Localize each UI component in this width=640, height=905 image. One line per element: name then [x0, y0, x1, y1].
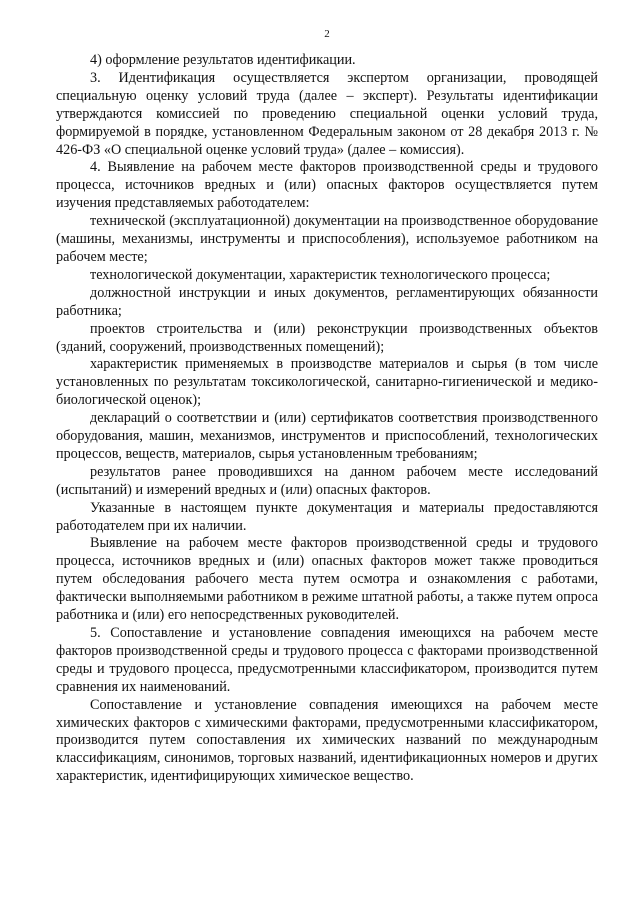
paragraph-clause-3: 3. Идентификация осуществляется экспертом организации, проводящей специальную оценку условий труда (далее – эксперт). Результаты идентификации утверждаются комиссией по проведению специальной оценки условий труда, формируемой в порядке, установленном Федеральным законом от 28 декабря 2013 г. № 426-ФЗ «О специальной оценке условий труда» (далее – комиссия).	[56, 69, 598, 158]
page-number: 2	[324, 28, 330, 40]
document-body	[56, 52, 598, 786]
paragraph-clause-5: 5. Сопоставление и установление совпадения имеющихся на рабочем месте факторов производственной среды и трудового процесса с факторами производственной среды и трудового процесса, предусмотренными классификатором, производится путем сравнения их наименований.	[56, 625, 598, 695]
paragraph-item-4: 4) оформление результатов идентификации.	[90, 52, 356, 68]
paragraph-list-item: технологической документации, характеристик технологического процесса;	[90, 266, 551, 283]
paragraph-list-item: результатов ранее проводившихся на данном рабочем месте исследований (испытаний) и измерений вредных и (или) опасных факторов.	[56, 463, 598, 498]
paragraph-list-item: проектов строительства и (или) реконструкции производственных объектов (зданий, сооружений, производственных помещений);	[56, 320, 598, 355]
paragraph-clause-4: 4. Выявление на рабочем месте факторов производственной среды и трудового процесса, источников вредных и (или) опасных факторов осуществляется путем изучения представляемых работодателем:	[56, 159, 598, 212]
paragraph-note: Указанные в настоящем пункте документация и материалы предоставляются работодателем при их наличии.	[56, 499, 598, 534]
paragraph-list-item: деклараций о соответствии и (или) сертификатов соответствия производственного оборудования, машин, механизмов, инструментов и приспособлений, технологических процессов, веществ, материалов, сырья установленным требованиям;	[56, 410, 598, 462]
paragraph-inspection: Выявление на рабочем месте факторов производственной среды и трудового процесса, источников вредных и (или) опасных факторов может также проводиться путем обследования рабочего места путем осмотра и ознакомления с работами, фактически выполняемыми работником в режиме штатной работы, а также путем опроса работника и (или) его непосредственных руководителей.	[56, 535, 598, 624]
paragraph-list-item: должностной инструкции и иных документов, регламентирующих обязанности работника;	[56, 284, 598, 319]
paragraph-list-item: технической (эксплуатационной) документации на производственное оборудование (машины, механизмы, инструменты и приспособления), используемое работником на рабочем месте;	[56, 213, 598, 265]
paragraph-list-item: характеристик применяемых в производстве материалов и сырья (в том числе установленных по результатам токсикологической, санитарно-гигиенической и медико-биологической оценок);	[56, 356, 598, 409]
paragraph-chemical-factors: Сопоставление и установление совпадения имеющихся на рабочем месте химических факторов с химическими факторами, предусмотренными классификатором, производится путем сопоставления их химических названий по международным классификациям, синонимов, торговых названий, идентификационных номеров и других характеристик, идентифицирующих химическое вещество.	[56, 696, 598, 785]
